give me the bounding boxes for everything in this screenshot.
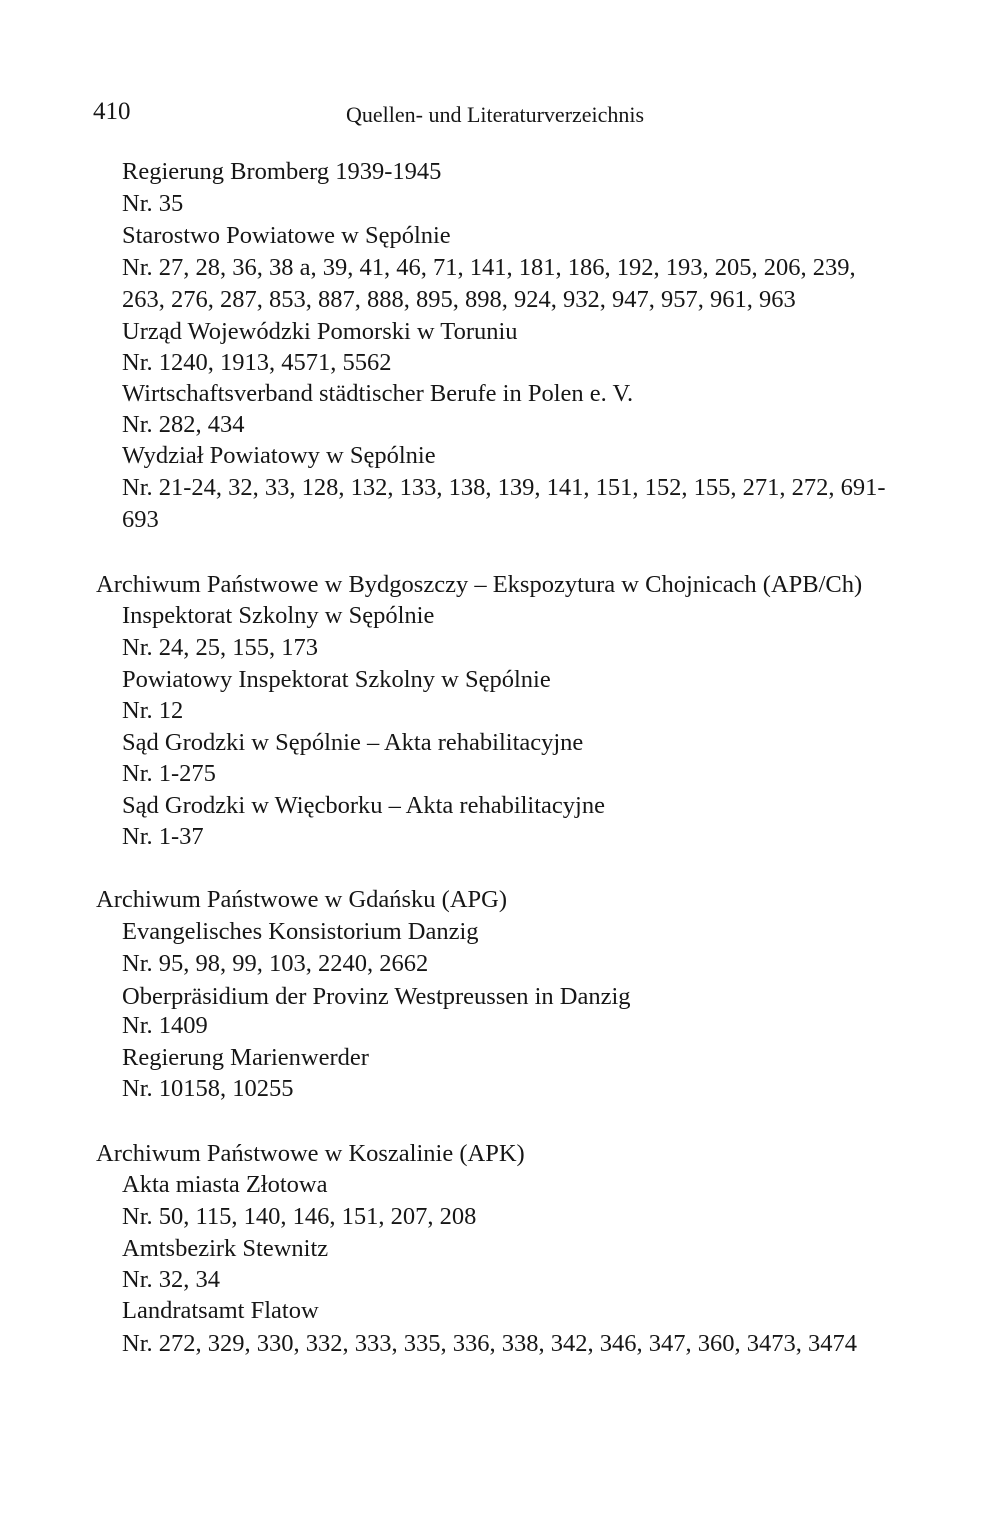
running-head: Quellen- und Literaturverzeichnis [346, 102, 645, 127]
file-numbers-continued: 263, 276, 287, 853, 887, 888, 895, 898, 924, 932, 947, 957, 961, 963 [122, 286, 796, 313]
file-numbers: Nr. 1240, 1913, 4571, 5562 [122, 349, 392, 376]
fonds-title: Evangelisches Konsistorium Danzig [122, 918, 479, 945]
fonds-title: Starostwo Powiatowe w Sępólnie [122, 222, 451, 249]
file-numbers: Nr. 1409 [122, 1012, 208, 1039]
file-numbers: Nr. 12 [122, 697, 184, 724]
fonds-title: Akta miasta Złotowa [122, 1171, 328, 1198]
file-numbers: Nr. 24, 25, 155, 173 [122, 634, 318, 661]
file-numbers: Nr. 95, 98, 99, 103, 2240, 2662 [122, 950, 429, 977]
fonds-title: Wirtschaftsverband städtischer Berufe in Polen e. V. [122, 380, 634, 407]
file-numbers: Nr. 10158, 10255 [122, 1075, 294, 1102]
file-numbers: Nr. 35 [122, 190, 184, 217]
fonds-title: Sąd Grodzki w Więcborku – Akta rehabilitacyjne [122, 792, 605, 819]
file-numbers: Nr. 50, 115, 140, 146, 151, 207, 208 [122, 1203, 477, 1230]
file-numbers-continued: 693 [122, 506, 159, 533]
fonds-title: Powiatowy Inspektorat Szkolny w Sępólnie [122, 666, 551, 693]
fonds-title: Regierung Marienwerder [122, 1044, 369, 1071]
fonds-title: Inspektorat Szkolny w Sępólnie [122, 602, 435, 629]
archive-heading: Archiwum Państwowe w Bydgoszczy – Ekspozytura w Chojnicach (APB/Ch) [96, 571, 863, 598]
fonds-title: Regierung Bromberg 1939-1945 [122, 158, 442, 185]
page-number: 410 [93, 98, 131, 125]
file-numbers: Nr. 282, 434 [122, 411, 245, 438]
file-numbers: Nr. 1-275 [122, 760, 216, 787]
fonds-title: Sąd Grodzki w Sępólnie – Akta rehabilitacyjne [122, 729, 584, 756]
file-numbers: Nr. 27, 28, 36, 38 a, 39, 41, 46, 71, 141, 181, 186, 192, 193, 205, 206, 239, [122, 254, 856, 281]
file-numbers: Nr. 21-24, 32, 33, 128, 132, 133, 138, 139, 141, 151, 152, 155, 271, 272, 691- [122, 474, 886, 501]
fonds-title: Urząd Wojewódzki Pomorski w Toruniu [122, 318, 518, 345]
archive-heading: Archiwum Państwowe w Gdańsku (APG) [96, 886, 508, 913]
fonds-title: Landratsamt Flatow [122, 1297, 319, 1324]
file-numbers: Nr. 272, 329, 330, 332, 333, 335, 336, 338, 342, 346, 347, 360, 3473, 3474 [122, 1330, 857, 1357]
fonds-title: Oberpräsidium der Provinz Westpreussen in Danzig [122, 983, 631, 1010]
file-numbers: Nr. 1-37 [122, 823, 204, 850]
fonds-title: Amtsbezirk Stewnitz [122, 1235, 329, 1262]
file-numbers: Nr. 32, 34 [122, 1266, 220, 1293]
fonds-title: Wydział Powiatowy w Sępólnie [122, 442, 436, 469]
archive-heading: Archiwum Państwowe w Koszalinie (APK) [96, 1140, 525, 1167]
